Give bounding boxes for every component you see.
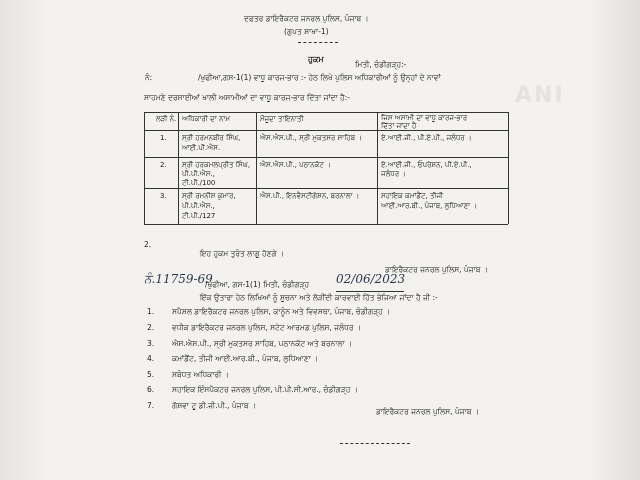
row-name-rank: ਪੀ.ਪੀ.ਐਸ., [182,202,215,210]
clause-number: 2. [144,240,152,249]
row-name-rank: ਆਈ.ਪੀ.ਐਸ. [182,144,221,152]
row-name: ਸ੍ਰੀ ਹਰਮਨਬੀਰ ਸਿੰਘ, [182,134,241,142]
list-item-number: 3. [147,339,155,348]
reference-prefix: ਨੰ: [145,73,153,82]
row-additional-2: ਆਈ.ਆਰ.ਬੀ., ਪੰਜਾਬ, ਲੁਧਿਆਣਾ । [381,202,478,210]
header-posting: ਮੌਜੂਦਾ ਤਾਇਨਾਤੀ [260,115,304,123]
handwritten-date: 02/06/2023 [336,272,406,286]
row-name-rank: ਪੀ.ਪੀ.ਐਸ., [182,170,215,178]
header-sr: ਲੜੀ ਨੰ. [156,115,177,123]
signature-block: ਡਾਇਰੈਕਟਰ ਜਨਰਲ ਪੁਲਿਸ, ਪੰਜਾਬ । [385,265,488,274]
row-additional: ਏ.ਆਈ.ਜੀ., ਓਪਰੇਸ਼ਨ, ਪੀ.ਏ.ਪੀ., [381,161,472,169]
list-item-number: 4. [147,354,155,363]
list-item-text: ਸਬੰਧਤ ਅਧਿਕਾਰੀ । [172,370,229,379]
row-posting: ਐਸ.ਐਸ.ਪੀ., ਸ੍ਰੀ ਮੁਕਤਸਰ ਸਾਹਿਬ । [260,134,363,142]
list-item-number: 7. [147,401,155,410]
row-posting: ਐਸ.ਐਸ.ਪੀ., ਪਠਾਨਕੋਟ । [260,161,331,169]
list-item-number: 2. [147,323,155,332]
order-title: ਹੁਕਮ [308,55,324,64]
clause-text: ਇਹ ਹੁਕਮ ਤੁਰੰਤ ਲਾਗੂ ਹੋਣਗੇ । [200,249,285,258]
row-name: ਸ੍ਰੀ ਹਰਕਮਲਪ੍ਰੀਤ ਸਿੰਘ, [182,161,251,169]
header-additional: ਜਿਸ ਅਸਾਮੀ ਦਾ ਵਾਧੂ ਕਾਰਜ-ਭਾਰ [381,114,468,122]
signature-block-final: ਡਾਇਰੈਕਟਰ ਜਨਰਲ ਪੁਲਿਸ, ਪੰਜਾਬ । [376,407,479,416]
copy-forward-line: ਇੱਕ ਉਤਾਰਾ ਹੇਠ ਲਿਖਿਆਂ ਨੂੰ ਸੂਚਨਾ ਅਤੇ ਲੋੜੀਂਦੀ ਕਾਰਵਾਈ ਹਿੱਤ ਭੇਜਿਆ ਜਾਂਦਾ ਹੈ ਜੀ :- [200,293,438,302]
row-additional-2: ਜਲੰਧਰ । [381,170,406,178]
watermark: ANI [515,83,565,108]
list-item-text: ਗੋਸ਼ਵਾ ਟੂ ਡੀ.ਜੀ.ਪੀ., ਪੰਜਾਬ । [172,401,256,410]
row-name-tp: ਟੀ.ਪੀ./127 [182,212,216,220]
list-item-text: ਵਧੀਕ ਡਾਇਰੈਕਟਰ ਜਨਰਲ ਪੁਲਿਸ, ਸਟੇਟ ਆਰਮਡ ਪੁਲਿਸ, ਜਲੰਧਰ । [172,323,361,332]
row-sr: 2. [160,161,167,169]
row-additional: ਏ.ਆਈ.ਜੀ., ਪੀ.ਏ.ਪੀ., ਜਲੰਧਰ । [381,134,472,142]
list-item-text: ਕਮਾਂਡੈਂਟ, ਤੀਜੀ ਆਈ.ਆਰ.ਬੀ., ਪੰਜਾਬ, ਲੁਧਿਆਣਾ । [172,354,319,363]
handwritten-endorsement-number: ਨੰ.11759-69 [144,272,213,286]
row-name-tp: ਟੀ.ਪੀ./100 [182,179,216,187]
row-sr: 3. [160,192,167,200]
row-posting: ਐਸ.ਪੀ., ਇਨਵੈਸਟੀਗੇਸ਼ਨ, ਬਰਨਾਲਾ । [260,192,360,200]
row-sr: 1. [160,134,167,142]
list-item-text: ਸਪੈਸ਼ਲ ਡਾਇਰੈਕਟਰ ਜਨਰਲ ਪੁਲਿਸ, ਕਾਨੂੰਨ ਅਤੇ ਵਿਵਸਥਾ, ਪੰਜਾਬ, ਚੰਡੀਗੜ੍ਹ । [172,307,391,316]
list-item-number: 1. [147,307,155,316]
header-name: ਅਧਿਕਾਰੀ ਦਾ ਨਾਮ [182,115,230,123]
header-divider [298,42,338,43]
row-additional: ਸਹਾਇਕ ਕਮਾਂਡੈਂਟ, ਤੀਜੀ [381,192,444,200]
office-heading: ਦਫਤਰ ਡਾਇਰੈਕਟਰ ਜਨਰਲ ਪੁਲਿਸ, ਪੰਜਾਬ । [244,14,369,23]
bottom-dashed-line [340,443,410,444]
branch-heading: (ਗੁਪਤ ਸ਼ਾਖਾ-1) [284,27,329,36]
list-item-number: 5. [147,370,155,379]
reference-text: /ਖੁਫੀਆ,ਗਸ-1(1) ਵਾਧੂ ਕਾਰਜ-ਭਾਰ :- ਹੇਠ ਲਿਖੇ ਪੁਲਿਸ ਅਧਿਕਾਰੀਆਂ ਨੂੰ ਉਨ੍ਹਾਂ ਦੇ ਨਾਵਾਂ [198,73,441,82]
date-underline [336,291,404,292]
date-place: ਮਿਤੀ, ਚੰਡੀਗੜ੍ਹ:- [355,60,407,69]
list-item-number: 6. [147,385,155,394]
list-item-text: ਐਸ.ਐਸ.ਪੀ., ਸ੍ਰੀ ਮੁਕਤਸਰ ਸਾਹਿਬ, ਪਠਾਨਕੋਟ ਅਤੇ ਬਰਨਾਲਾ । [172,339,352,348]
row-name: ਸ੍ਰੀ ਰਮਨੀਸ਼ ਕੁਮਾਰ, [182,192,236,200]
intro-line: ਸਾਹਮਣੇ ਦਰਸਾਈਆਂ ਖਾਲੀ ਅਸਾਮੀਆਂ ਦਾ ਵਾਧੂ ਕਾਰਜ-ਭਾਰ ਦਿੱਤਾ ਜਾਂਦਾ ਹੈ:- [144,93,350,102]
header-additional-2: ਦਿੱਤਾ ਜਾਂਦਾ ਹੈ [381,122,417,130]
list-item-text: ਸਹਾਇਕ ਇੰਸਪੈਕਟਰ ਜਨਰਲ ਪੁਲਿਸ, ਪੀ.ਪੀ.ਸੀ.ਆਰ., ਚੰਡੀਗੜ੍ਹ । [172,385,358,394]
endorsement-ref: /ਖੁਫੀਆ, ਗਸ-1(1) ਮਿਤੀ, ਚੰਡੀਗੜ੍ਹ [205,280,310,289]
